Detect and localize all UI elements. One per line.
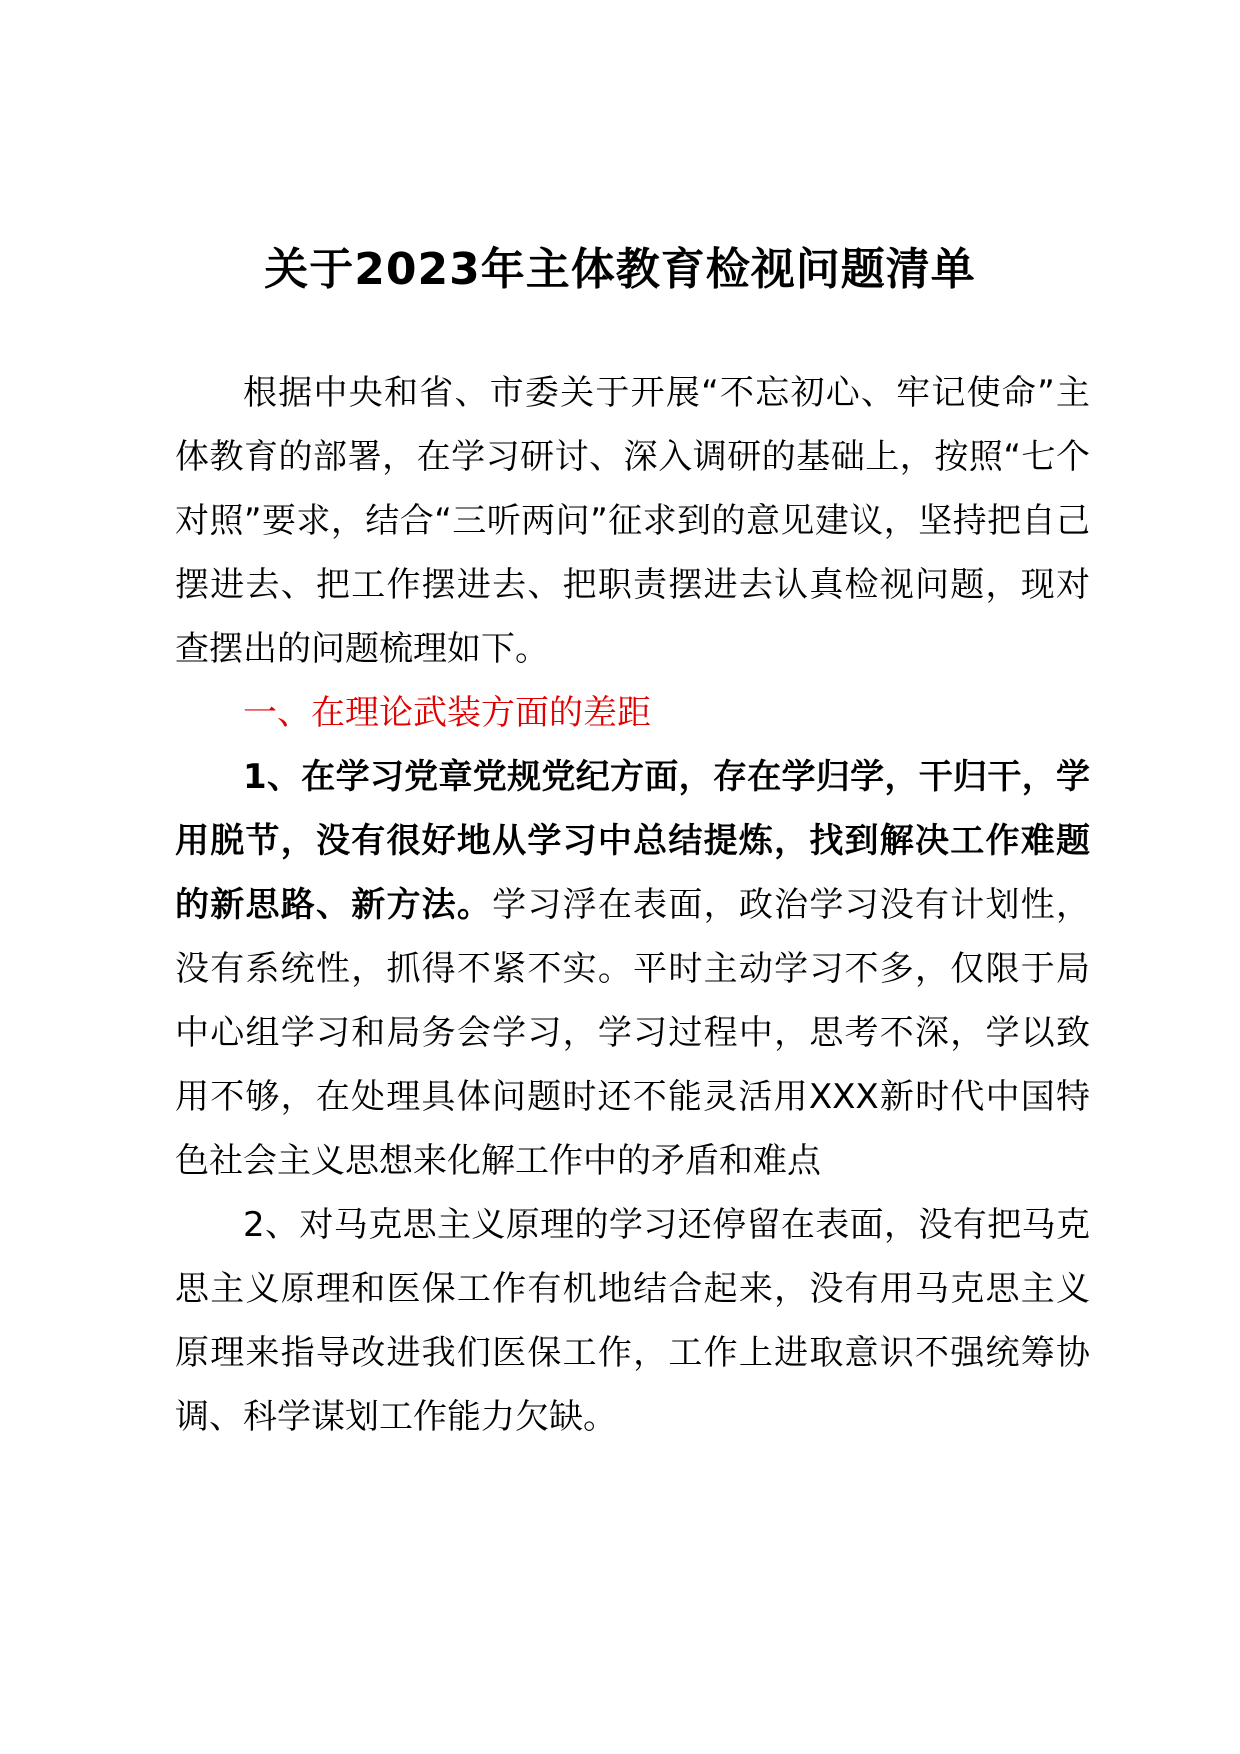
section-heading: 一、在理论武装方面的差距 — [243, 693, 651, 733]
document-body — [175, 361, 1090, 1449]
item-1-text: 学习浮在表面，政治学习没有计划性，没有系统性，抓得不紧不实。平时主动学习不多，仅限于局中心组学习和局务会学习，学习过程中，思考不深，学以致用不够，在处理具体问题时还不能灵活用XXX新时代中国特色社会主义思想来化解工作中的矛盾和难点 — [175, 885, 1091, 1181]
item-1-paragraph — [175, 745, 1090, 1193]
item-2-paragraph: 2、对马克思主义原理的学习还停留在表面，没有把马克思主义原理和医保工作有机地结合起来，没有用马克思主义原理来指导改进我们医保工作，工作上进取意识不强统筹协调、科学谋划工作能力欠缺。 — [175, 1205, 1090, 1437]
document-title: 关于2023年主体教育检视问题清单 — [264, 244, 976, 295]
intro-paragraph: 根据中央和省、市委关于开展“不忘初心、牢记使命”主体教育的部署，在学习研讨、深入调研的基础上，按照“七个对照”要求，结合“三听两问”征求到的意见建议，坚持把自己摆进去、把工作摆进去、把职责摆进去认真检视问题，现对查摆出的问题梳理如下。 — [175, 373, 1090, 669]
item-1-lead: 1、在学习党章党规党纪方面，存在学归学，干归干，学用脱节，没有很好地从学习中总结提炼，找到解决工作难题的新思路、新方法。 — [175, 757, 1090, 925]
